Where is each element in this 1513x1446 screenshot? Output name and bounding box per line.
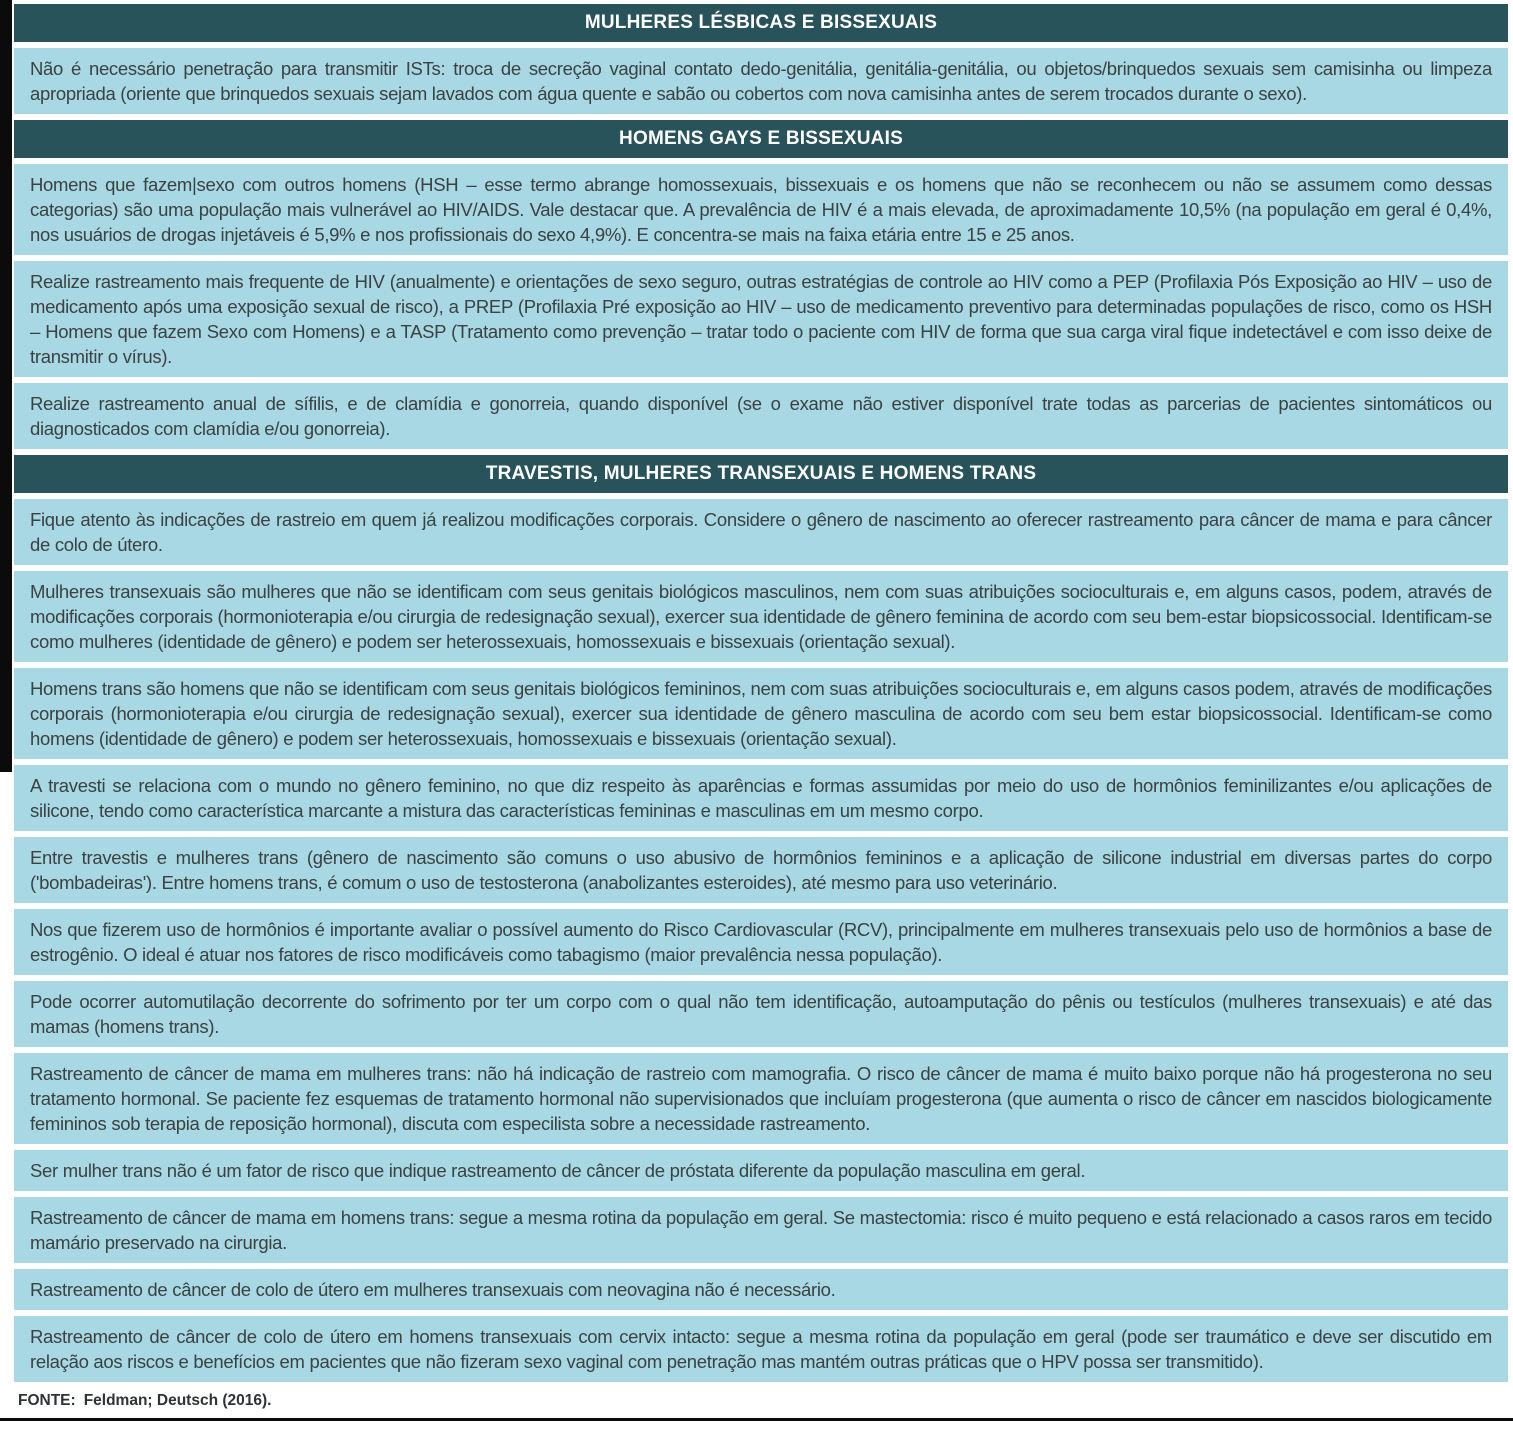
bottom-rule [0, 1418, 1513, 1421]
section-header: TRAVESTIS, MULHERES TRANSEXUAIS E HOMENS TRANS [14, 455, 1508, 493]
info-row: Ser mulher trans não é um fator de risco que indique rastreamento de câncer de próstata diferente da população masculina em geral. [14, 1150, 1508, 1191]
section-header: HOMENS GAYS E BISSEXUAIS [14, 120, 1508, 158]
info-row: Nos que fizerem uso de hormônios é importante avaliar o possível aumento do Risco Cardiovascular (RCV), principalmente em mulheres transexuais pelo uso de hormônios a base de estrogênio. O ideal é atuar nos fatores de risco modificáveis como tabagismo (maior prevalência nessa população). [14, 909, 1508, 975]
info-row: A travesti se relaciona com o mundo no gênero feminino, no que diz respeito às aparências e formas assumidas por meio do uso de hormônios feminilizantes e/ou aplicações de silicone, tendo como característica marcante a mistura das características femininas e masculinas em um mesmo corpo. [14, 765, 1508, 831]
info-row: Rastreamento de câncer de colo de útero em mulheres transexuais com neovagina não é necessário. [14, 1269, 1508, 1310]
info-row: Homens trans são homens que não se identificam com seus genitais biológicos femininos, nem com suas atribuições socioculturais e, em alguns casos podem, através de modificações corporais (hormonioterapia e/ou cirurgia de redesignação sexual), exercer sua identidade de gênero masculina de acordo com seu bem estar biopsicossocial. Identificam-se como homens (identidade de gênero) e podem ser heterossexuais, homossexuais e bissexuais (orientação sexual). [14, 668, 1508, 759]
info-row: Pode ocorrer automutilação decorrente do sofrimento por ter um corpo com o qual não tem identificação, autoamputação do pênis ou testículos (mulheres transexuais) e até das mamas (homens trans). [14, 981, 1508, 1047]
info-row: Realize rastreamento mais frequente de HIV (anualmente) e orientações de sexo seguro, outras estratégias de controle ao HIV como a PEP (Profilaxia Pós Exposição ao HIV – uso de medicamento após uma exposição sexual de risco), a PREP (Profilaxia Pré exposição ao HIV – uso de medicamento preventivo para determinadas populações de risco, como os HSH – Homens que fazem Sexo com Homens) e a TASP (Tratamento como prevenção – tratar todo o paciente com HIV de forma que sua carga viral fique indetectável e com isso deixe de transmitir o vírus). [14, 261, 1508, 377]
info-row: Não é necessário penetração para transmitir ISTs: troca de secreção vaginal contato dedo-genitália, genitália-genitália, ou objetos/brinquedos sexuais sem camisinha ou limpeza apropriada (oriente que brinquedos sexuais sejam lavados com água quente e sabão ou cobertos com nova camisinha antes de serem trocados durante o sexo). [14, 48, 1508, 114]
info-row: Rastreamento de câncer de mama em mulheres trans: não há indicação de rastreio com mamografia. O risco de câncer de mama é muito baixo porque não há progesterona no seu tratamento hormonal. Se paciente fez esquemas de tratamento hormonal não supervisionados que incluíam progesterona (que aumenta o risco de câncer em nascidos biologicamente femininos sob terapia de reposição hormonal), discuta com especilista sobre a necessidade rastreamento. [14, 1053, 1508, 1144]
info-row: Rastreamento de câncer de colo de útero em homens transexuais com cervix intacto: segue a mesma rotina da população em geral (pode ser traumático e deve ser discutido em relação aos riscos e benefícios em pacientes que não fizeram sexo vaginal com penetração mas mantém outras práticas que o HPV possa ser transmitido). [14, 1316, 1508, 1382]
left-edge-scan-artifact [0, 0, 12, 772]
info-row: Fique atento às indicações de rastreio em quem já realizou modificações corporais. Considere o gênero de nascimento ao oferecer rastreamento para câncer de mama e para câncer de colo de útero. [14, 499, 1508, 565]
info-row: Rastreamento de câncer de mama em homens trans: segue a mesma rotina da população em geral. Se mastectomia: risco é muito pequeno e está relacionado a casos raros em tecido mamário preservado na cirurgia. [14, 1197, 1508, 1263]
source-label: FONTE: [18, 1392, 76, 1409]
lgbt-populations-guidance-table [14, 4, 1508, 1382]
info-row: Mulheres transexuais são mulheres que não se identificam com seus genitais biológicos masculinos, nem com suas atribuições socioculturais e, em alguns casos, podem, através de modificações corporais (hormonioterapia e/ou cirurgia de redesignação sexual), exercer sua identidade de gênero feminina de acordo com seu bem-estar biopsicossocial. Identificam-se como mulheres (identidade de gênero) e podem ser heterossexuais, homossexuais e bissexuais (orientação sexual). [14, 571, 1508, 662]
info-row: Entre travestis e mulheres trans (gênero de nascimento são comuns o uso abusivo de hormônios femininos e a aplicação de silicone industrial em diversas partes do corpo ('bombadeiras'). Entre homens trans, é comum o uso de testosterona (anabolizantes esteroides), até mesmo para uso veterinário. [14, 837, 1508, 903]
source-note [18, 1392, 1513, 1410]
info-row: Homens que fazem|sexo com outros homens (HSH – esse termo abrange homossexuais, bissexuais e os homens que não se reconhecem ou não se assumem como dessas categorias) são uma população mais vulnerável ao HIV/AIDS. Vale destacar que. A prevalência de HIV é a mais elevada, de aproximadamente 10,5% (na população em geral é 0,4%, nos usuários de drogas injetáveis é 5,9% e nos profissionais do sexo 4,9%). E concentra-se mais na faixa etária entre 15 e 25 anos. [14, 164, 1508, 255]
info-row: Realize rastreamento anual de sífilis, e de clamídia e gonorreia, quando disponível (se o exame não estiver disponível trate todas as parcerias de pacientes sintomáticos ou diagnosticados com clamídia e/ou gonorreia). [14, 383, 1508, 449]
section-header: MULHERES LÉSBICAS E BISSEXUAIS [14, 4, 1508, 42]
source-text: Feldman; Deutsch (2016). [83, 1392, 272, 1409]
